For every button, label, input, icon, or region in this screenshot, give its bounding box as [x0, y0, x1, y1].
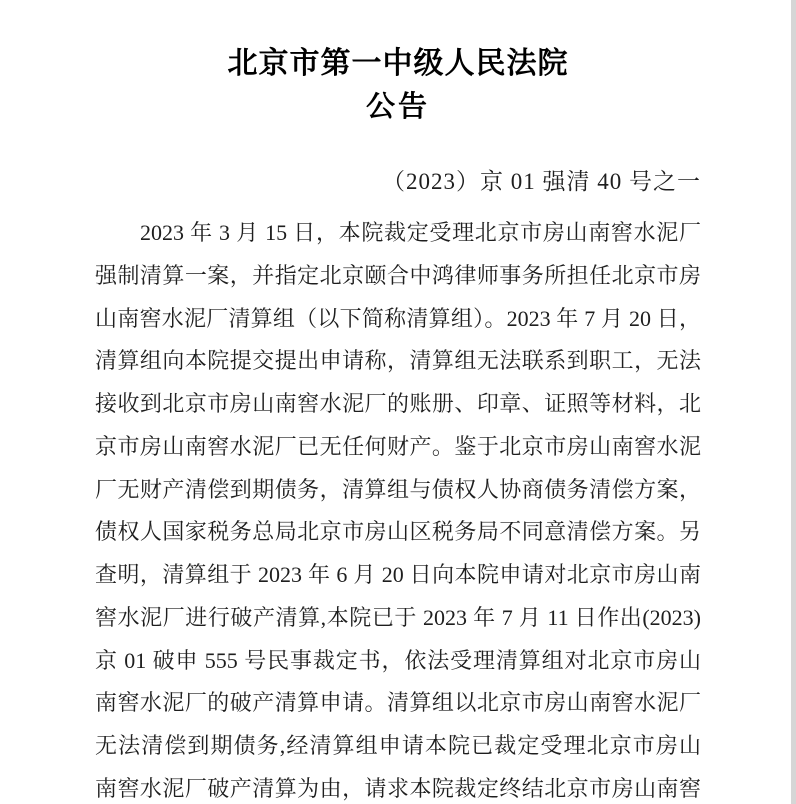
case-number: （2023）京 01 强清 40 号之一	[382, 169, 701, 194]
announcement-body	[95, 212, 701, 804]
page-edge-strip	[791, 0, 796, 804]
body-line: 山南窖水泥厂清算组（以下简称清算组）。2023 年 7 月 20 日，	[95, 305, 701, 331]
body-line: 厂无财产清偿到期债务，清算组与债权人协商债务清偿方案，	[95, 476, 701, 502]
body-line: 2023 年 3 月 15 日，本院裁定受理北京市房山南窖水泥厂	[140, 220, 701, 245]
body-line: 京市房山南窖水泥厂已无任何财产。鉴于北京市房山南窖水泥	[95, 433, 701, 459]
body-line: 接收到北京市房山南窖水泥厂的账册、印章、证照等材料，北	[95, 391, 701, 416]
body-line: 窖水泥厂进行破产清算,本院已于 2023 年 7 月 11 日作出(2023)	[95, 604, 701, 630]
court-name-title: 北京市第一中级人民法院	[227, 47, 569, 80]
body-line: 无法清偿到期债务,经清算组申请本院已裁定受理北京市房山	[95, 733, 701, 758]
body-line: 清算组向本院提交提出申请称，清算组无法联系到职工，无法	[95, 348, 701, 374]
body-line: 京 01 破申 555 号民事裁定书，依法受理清算组对北京市房山	[95, 647, 701, 673]
announcement-content	[95, 0, 701, 804]
body-line: 南窖水泥厂破产清算为由，请求本院裁定终结北京市房山南窖	[95, 775, 701, 801]
body-line: 南窖水泥厂的破产清算申请。清算组以北京市房山南窖水泥厂	[95, 690, 701, 716]
announcement-title: 公告	[365, 91, 430, 123]
body-line: 查明，清算组于 2023 年 6 月 20 日向本院申请对北京市房山南	[95, 562, 701, 587]
body-line: 债权人国家税务总局北京市房山区税务局不同意清偿方案。另	[95, 519, 701, 545]
body-line: 强制清算一案，并指定北京颐合中鸿律师事务所担任北京市房	[95, 262, 701, 288]
